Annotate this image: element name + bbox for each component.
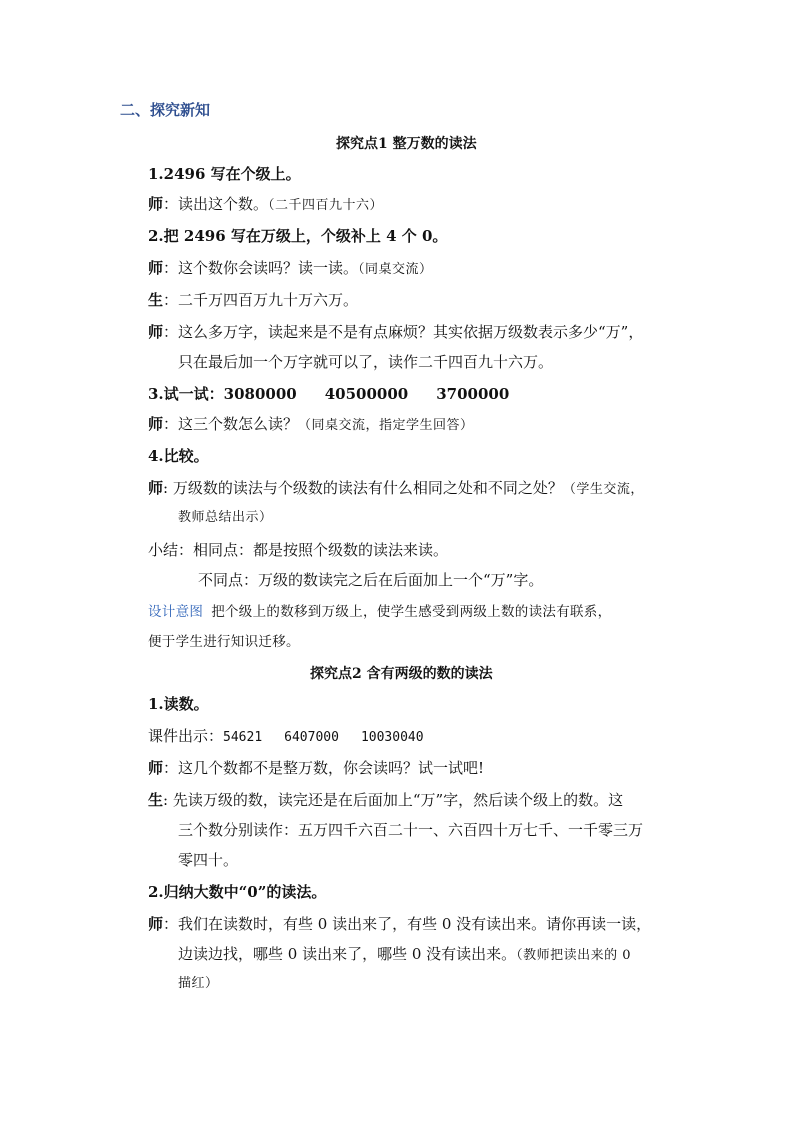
- speaker-label: 师: [148, 915, 164, 933]
- p1-summary-line1: [148, 540, 448, 560]
- p2-s2-teacher-line1: [148, 914, 651, 934]
- dialog-note: （同桌交流）: [358, 262, 433, 277]
- design-intent-line2: 便于学生进行知识迁移。: [148, 634, 300, 650]
- speaker-label: 师: [148, 259, 164, 277]
- dialog-text: ：我们在读数时，有些 0 读出来了，有些 0 没有读出来。请你再读一读，: [163, 915, 652, 933]
- p1-s2-student-line: [148, 290, 358, 310]
- dialog-note: （二千四百九十六）: [268, 198, 384, 213]
- p2-s1-student-line3: 零四十。: [178, 851, 239, 869]
- dialog-text: ：这三个数怎么读？: [163, 415, 299, 433]
- number-item: 3700000: [436, 385, 510, 403]
- dialog-text: ：这个数你会读吗？读一读。: [163, 259, 359, 277]
- p1-s3-heading: [148, 384, 509, 404]
- p1-s4-teacher-line2: 教师总结出示）: [178, 510, 273, 525]
- p2-s1-student-line1: [148, 790, 623, 810]
- try-prefix: 3.试一试：: [148, 385, 224, 403]
- p1-s2-heading: 2.把 2496 写在万级上，个级补上 4 个 0。: [148, 227, 448, 245]
- dialog-text: ：这几个数都不是整万数，你会读吗？试一试吧!: [163, 759, 485, 777]
- summary-label: 小结: [148, 541, 179, 559]
- p1-s2-teacher2-line2: 只在最后加一个万字就可以了，读作二千四百九十六万。: [178, 353, 554, 371]
- number-item: 40500000: [324, 385, 409, 403]
- section-title: 二、探究新知: [120, 101, 211, 119]
- p2-s2-teacher-line2: [178, 944, 631, 966]
- speaker-label: 师: [148, 415, 164, 433]
- p2-s1-teacher-line: [148, 758, 484, 778]
- design-intent-line1: [148, 602, 611, 622]
- p2-s2-heading: 2.归纳大数中“0”的读法。: [148, 883, 327, 901]
- p1-s2-teacher-line: [148, 258, 433, 280]
- number-item: 54621: [223, 730, 263, 745]
- dialog-text: ：这么多万字，读起来是不是有点麻烦？其实依据万级数表示多少“万”，: [163, 323, 644, 341]
- p2-courseware-line: [148, 726, 424, 748]
- p1-s4-teacher-line1: [148, 478, 644, 500]
- speaker-label: 师: [148, 479, 164, 497]
- point2-title: 探究点2 含有两级的数的读法: [310, 666, 493, 682]
- dialog-text: : 万级数的读法与个级数的读法有什么相同之处和不同之处？: [163, 479, 563, 497]
- speaker-label: 生: [148, 291, 164, 309]
- summary-same: ：相同点：都是按照个级数的读法来读。: [178, 541, 449, 559]
- speaker-label: 师: [148, 195, 164, 213]
- dialog-text: ：读出这个数。: [163, 195, 269, 213]
- speaker-label: 师: [148, 323, 164, 341]
- dialog-note: （同桌交流，指定学生回答）: [298, 418, 474, 433]
- p2-s1-heading: 1.读数。: [148, 695, 209, 713]
- dialog-note: （学生交流，: [562, 482, 644, 497]
- dialog-note: （教师把读出来的 0: [516, 948, 632, 963]
- number-item: 10030040: [360, 730, 424, 745]
- p1-s1-heading: 1.2496 写在个级上。: [148, 165, 301, 183]
- design-intent-label: 设计意图: [148, 604, 204, 620]
- p1-s4-heading: 4.比较。: [148, 447, 209, 465]
- point1-title: 探究点1 整万数的读法: [336, 136, 477, 152]
- dialog-text: : 先读万级的数，读完还是在后面加上“万”字，然后读个级上的数。这: [163, 791, 624, 809]
- number-item: 3080000: [223, 385, 297, 403]
- dialog-text: 边读边找，哪些 0 读出来了，哪些 0 没有读出来。: [178, 945, 517, 963]
- design-intent-text: 把个级上的数移到万级上，使学生感受到两级上数的读法有联系，: [211, 604, 612, 620]
- number-item: 6407000: [284, 730, 339, 745]
- speaker-label: 师: [148, 759, 164, 777]
- courseware-label: 课件出示：: [148, 727, 224, 745]
- p2-s1-student-line2: 三个数分别读作：五万四千六百二十一、六百四十万七千、一千零三万: [178, 821, 644, 839]
- p1-s3-teacher-line: [148, 414, 474, 436]
- p1-s1-teacher-line: [148, 194, 383, 216]
- p2-s2-teacher-line3: 描红）: [178, 976, 219, 991]
- p1-s2-teacher2-line1: [148, 322, 643, 342]
- speaker-label: 生: [148, 791, 164, 809]
- p1-summary-line2: 不同点：万级的数读完之后在后面加上一个“万”字。: [198, 571, 544, 589]
- dialog-text: ：二千万四百万九十万六万。: [163, 291, 359, 309]
